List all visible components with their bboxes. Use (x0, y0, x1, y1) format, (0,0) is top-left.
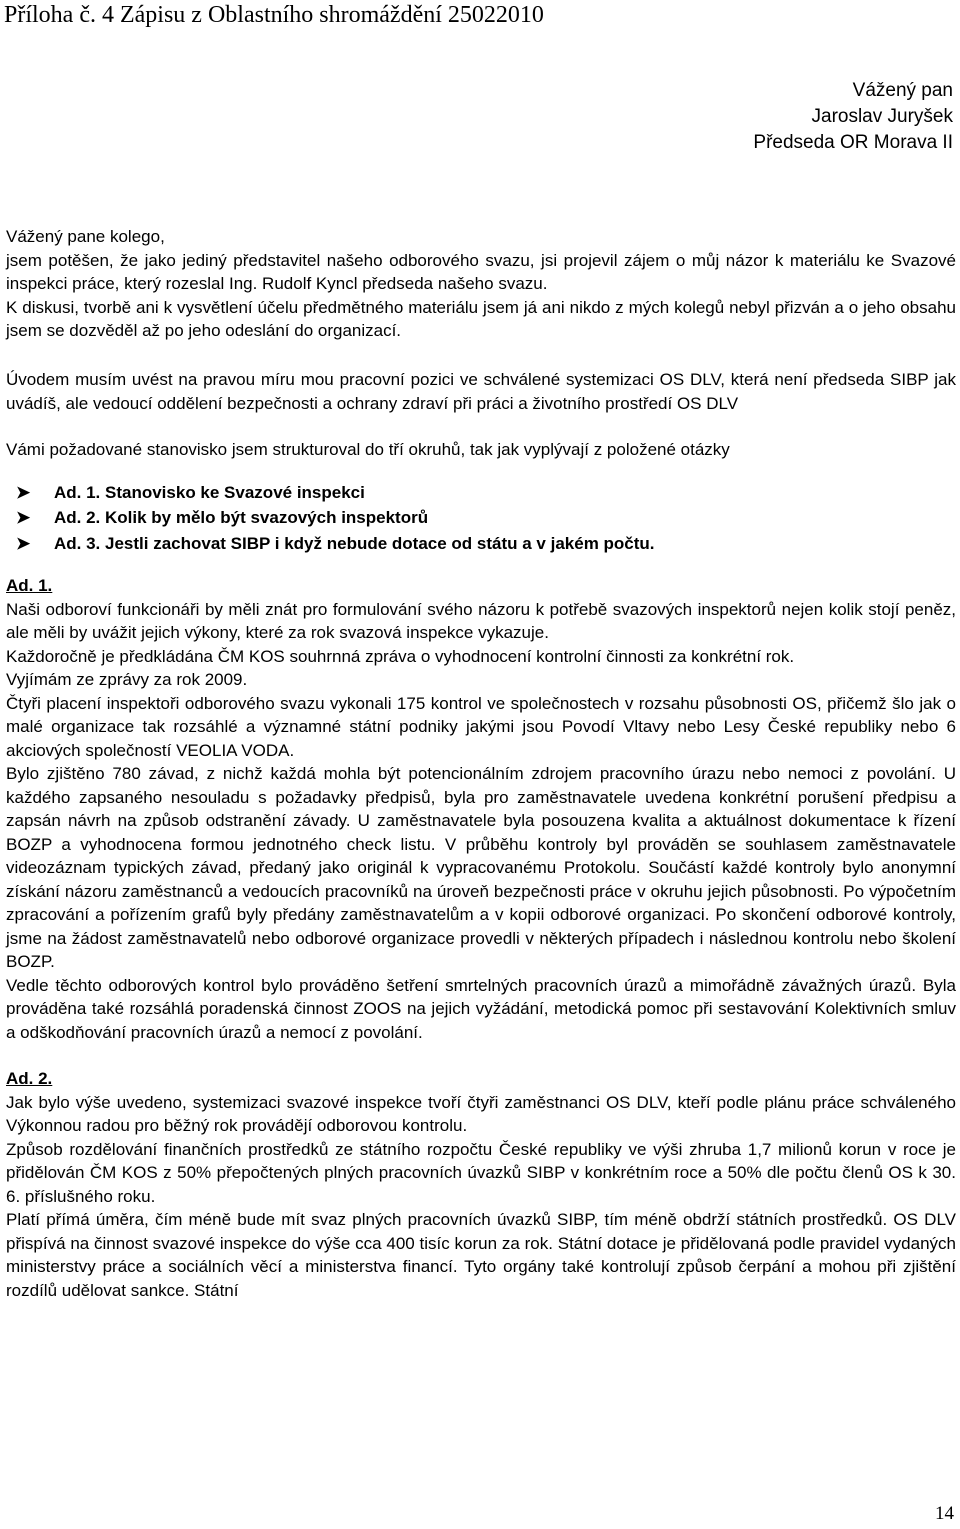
ad1-paragraph-6: Vedle těchto odborových kontrol bylo prováděno šetření smrtelných pracovních úrazů a mimořádně závažných úrazů. Byla prováděna také rozsáhlá poradenská činnost ZOOS na jejich vyžádání, metodická pomoc při sestavování Kolektivních smluv a odškodňování pracovních úrazů a nemocí z povolání. (6, 975, 956, 1042)
letter-body (6, 368, 956, 1302)
addressee-position: Předseda OR Morava II (753, 132, 953, 153)
ad1-paragraph-5: Bylo zjištěno 780 závad, z nichž každá mohla být potencionálním zdrojem pracovního úrazu nebo nemoci z povolání. U každého zapsaného nesouladu s požadavky předpisů, byla pro zaměstnavatele uvedena konkrétní porušení předpisu a zapsán návrh na způsob odstranění závady. U zaměstnavatele byla posouzena kvalita a aktuálnost dokumentace k řízení BOZP a vyhodnocena formou jednotného check listu. V průběhu kontroly byl prováděn se souhlasem zaměstnavatele videozáznam typických závad, předaný jako originál k vypracovanému Protokolu. Součástí každé kontroly bylo anonymní získání názoru zaměstnanců a vedoucích pracovníků na úroveň bezpečnosti práce v okruhu jejich působnosti. Po výpočetním zpracování a pořízením grafů byly předány zaměstnavatelům a v kopii odborové organizaci. Po skončení odborové kontroly, jsme na žádost zaměstnavatelů nebo odborové organizace provedli v některých případech i následnou kontrolu nebo školení BOZP. (6, 764, 956, 971)
topic-list (6, 480, 956, 557)
arrow-bullet-icon: ➤ (16, 482, 31, 502)
addressee-block (753, 78, 953, 156)
ad1-paragraph-3: Vyjímám ze zprávy za rok 2009. (6, 670, 248, 689)
section-heading-ad1: Ad. 1. (6, 576, 53, 595)
list-item (16, 480, 956, 506)
document-header: Příloha č. 4 Zápisu z Oblastního shromáždění 25022010 (4, 2, 544, 28)
ad1-paragraph-4: Čtyři placení inspektoři odborového svazu vykonali 175 kontrol ve společnostech v rozsahu působnosti OS, přičemž šlo jak o malé organizace tak rozsáhlé a významné státní podniky jakými jsou Povodí Vltavy nebo Lesy České republiky nebo 6 akciových společností VEOLIA VODA. (6, 693, 956, 760)
ad2-paragraph-1: Jak bylo výše uvedeno, systemizaci svazové inspekce tvoří čtyři zaměstnanci OS DLV, kteří podle plánu práce schváleného Výkonnou radou pro běžný rok provádějí odborovou kontrolu. (6, 1092, 956, 1135)
list-item-text: Ad. 2. Kolik by mělo být svazových inspektorů (54, 508, 429, 527)
arrow-bullet-icon: ➤ (16, 533, 31, 553)
list-item (16, 531, 956, 557)
salutation: Vážený pane kolego, (6, 227, 165, 246)
addressee-name: Jaroslav Juryšek (811, 106, 953, 127)
ad2-paragraph-2: Způsob rozdělování finančních prostředků ze státního rozpočtu České republiky ve výši zhruba 1,7 milionů korun v roce je přidělován ČM KOS z 50% přepočtených plných pracovních úvazků SIBP v konkrétním roce a 50% dle počtu členů OS k 30. 6. příslušného roku. (6, 1139, 956, 1206)
list-item-text: Ad. 1. Stanovisko ke Svazové inspekci (54, 482, 365, 502)
addressee-title: Vážený pan (852, 80, 953, 101)
ad1-paragraph-1: Naši odboroví funkcionáři by měli znát pro formulování svého názoru k potřebě svazových inspektorů nejen kolik stojí peněz, ale měli by uvážit jejich výkony, které za rok svazová inspekce vykazuje. (6, 599, 956, 642)
intro-section (6, 225, 956, 343)
list-item-text: Ad. 3. Jestli zachovat SIBP i když nebude dotace od státu a v jakém počtu. (54, 533, 655, 553)
section-heading-ad2: Ad. 2. (6, 1069, 53, 1088)
structure-paragraph: Vámi požadované stanovisko jsem strukturoval do tří okruhů, tak jak vyplývají z položené otázky (6, 440, 730, 459)
arrow-bullet-icon: ➤ (16, 508, 31, 527)
ad2-paragraph-3: Platí přímá úměra, čím méně bude mít svaz plných pracovních úvazků SIBP, tím méně obdrží státních prostředků. OS DLV přispívá na činnost svazové inspekce do výše cca 400 tisíc korun za rok. Státní dotace je přidělovaná podle pravidel vydaných ministerstvy práce a sociálních věcí a ministerstva financí. Tyto orgány také kontrolují způsob čerpání a mohou při zjištění rozdílů udělovat sankce. Státní (6, 1210, 956, 1300)
page-number: 14 (935, 1503, 954, 1524)
intro-paragraph-1: jsem potěšen, že jako jediný představitel našeho odborového svazu, jsi projevil zájem o můj názor k materiálu ke Svazové inspekci práce, který rozeslal Ing. Rudolf Kyncl předseda našeho svazu. (6, 250, 956, 293)
intro-position-paragraph: Úvodem musím uvést na pravou míru mou pracovní pozici ve schválené systemizaci OS DLV, která není předseda SIBP jak uvádíš, ale vedoucí oddělení bezpečnosti a ochrany zdraví při práci a životního prostředí OS DLV (6, 370, 956, 413)
ad1-paragraph-2: Každoročně je předkládána ČM KOS souhrnná zpráva o vyhodnocení kontrolní činnosti za konkrétní rok. (6, 646, 795, 666)
intro-paragraph-2: K diskusi, tvorbě ani k vysvětlení účelu předmětného materiálu jsem já ani nikdo z mých kolegů nebyl přizván a o jeho obsahu jsem se dozvěděl až po jeho odeslání do organizací. (6, 297, 956, 340)
list-item (16, 505, 956, 531)
